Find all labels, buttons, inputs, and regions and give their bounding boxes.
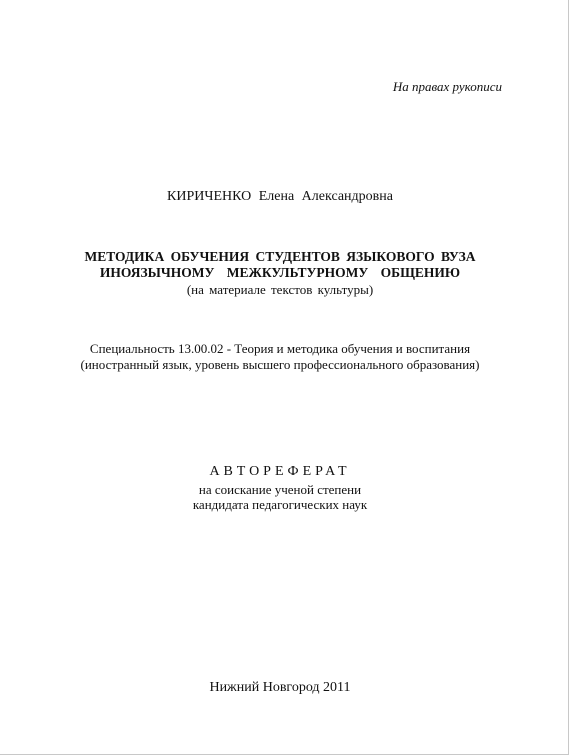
specialty-line-1: Специальность 13.00.02 - Теория и методика обучения и воспитания [89, 341, 471, 356]
thesis-title-line-2: ИНОЯЗЫЧНОМУ МЕЖКУЛЬТУРНОМУ ОБЩЕНИЮ [99, 265, 461, 280]
degree-line-2: кандидата педагогических наук [192, 497, 368, 512]
manuscript-note: На правах рукописи [392, 79, 502, 94]
thesis-title-line-1: МЕТОДИКА ОБУЧЕНИЯ СТУДЕНТОВ ЯЗЫКОВОГО ВУЗА [84, 249, 476, 264]
degree-line-1: на соискание ученой степени [198, 482, 362, 497]
author-name: КИРИЧЕНКО Елена Александровна [167, 189, 393, 204]
place-and-year: Нижний Новгород 2011 [209, 680, 351, 695]
abstract-label: АВТОРЕФЕРАТ [209, 464, 351, 479]
specialty-line-2: (иностранный язык, уровень высшего профессионального образования) [80, 357, 480, 372]
thesis-subtitle: (на материале текстов культуры) [186, 282, 374, 297]
